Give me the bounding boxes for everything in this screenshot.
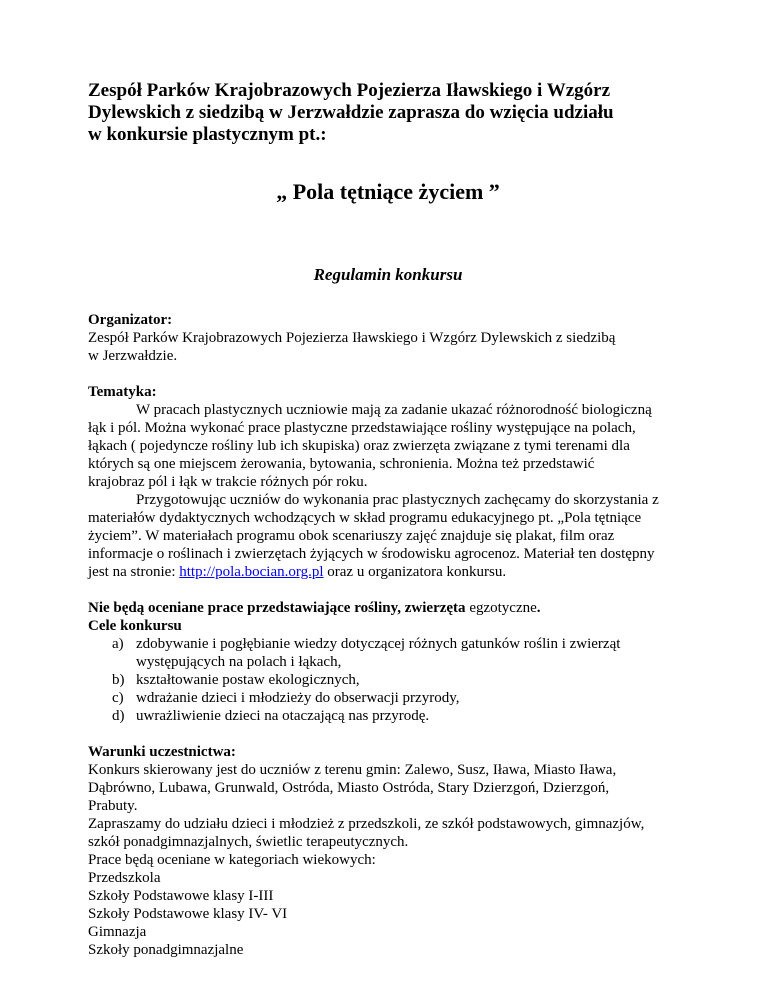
goal-line: zdobywanie i pogłębianie wiedzy dotyczącej różnych gatunków roślin i zwierząt (136, 636, 621, 652)
category-item: Gimnazja (88, 924, 147, 940)
document-page (88, 80, 688, 959)
category-item: Szkoły ponadgimnazjalne (88, 942, 244, 958)
theme-line: W pracach plastycznych uczniowie mają za zadanie ukazać różnorodność biologiczną (136, 402, 652, 418)
theme-link-prefix: jest na stronie: (88, 564, 180, 580)
list-item (88, 707, 688, 725)
organizer-line: w Jerzwałdzie. (88, 348, 178, 364)
organizer-heading: Organizator: (88, 312, 173, 328)
list-marker: d) (112, 708, 125, 724)
category-item: Przedszkola (88, 870, 161, 886)
category-item: Szkoły Podstawowe klasy I-III (88, 888, 274, 904)
theme-line: których są one miejscem żerowania, bytowania, schronienia. Można też przedstawić (88, 456, 595, 472)
list-marker: b) (112, 672, 125, 688)
participation-line: Prabuty. (88, 798, 138, 814)
participation-line: Konkurs skierowany jest do uczniów z terenu gmin: Zalewo, Susz, Iława, Miasto Iława, (88, 762, 617, 778)
exclusion-dot: . (536, 600, 541, 616)
participation-line: szkół ponadgimnazjalnych, świetlic terapeutycznych. (88, 834, 409, 850)
participation-line: Prace będą oceniane w kategoriach wiekowych: (88, 852, 376, 868)
category-item: Szkoły Podstawowe klasy IV- VI (88, 906, 288, 922)
goal-line: występujących na polach i łąkach, (136, 654, 342, 670)
theme-heading: Tematyka: (88, 384, 157, 400)
theme-line-with-link (88, 563, 688, 581)
exclusion-bold: Nie będą oceniane prace przedstawiające rośliny, zwierzęta (88, 600, 470, 616)
participation-line: Zapraszamy do udziału dzieci i młodzież z przedszkoli, ze szkół podstawowych, gimnazjów, (88, 816, 645, 832)
contest-title: „ Pola tętniące życiem ” (276, 179, 500, 204)
intro-line: Zespół Parków Krajobrazowych Pojezierza Iławskiego i Wzgórz (88, 80, 611, 101)
goal-line: wdrażanie dzieci i młodzieży do obserwacji przyrody, (136, 690, 460, 706)
theme-line: Przygotowując uczniów do wykonania prac plastycznych zachęcamy do skorzystania z (136, 492, 659, 508)
goal-line: kształtowanie postaw ekologicznych, (136, 672, 360, 688)
exclusion-normal: egzotyczne (469, 600, 537, 616)
regulations-heading: Regulamin konkursu (313, 265, 463, 284)
list-item (88, 671, 688, 689)
goals-heading: Cele konkursu (88, 618, 182, 634)
organizer-section (88, 311, 688, 365)
goal-line: uwrażliwienie dzieci na otaczającą nas przyrodę. (136, 708, 430, 724)
participation-heading: Warunki uczestnictwa: (88, 744, 236, 760)
theme-line: krajobraz pól i łąk w trakcie różnych pór roku. (88, 474, 368, 490)
intro-heading (88, 80, 688, 146)
organizer-line: Zespół Parków Krajobrazowych Pojezierza Iławskiego i Wzgórz Dylewskich z siedzibą (88, 330, 616, 346)
participation-section (88, 743, 688, 959)
program-website-link[interactable]: http://pola.bocian.org.pl (179, 564, 324, 580)
list-item (88, 689, 688, 707)
theme-line: materiałów dydaktycznych wchodzących w skład programu edukacyjnego pt. „Pola tętniące (88, 510, 642, 526)
theme-section (88, 383, 688, 581)
list-item (88, 635, 688, 671)
theme-link-suffix: oraz u organizatora konkursu. (323, 564, 507, 580)
participation-line: Dąbrówno, Lubawa, Grunwald, Ostróda, Miasto Ostróda, Stary Dzierzgoń, Dzierzgoń, (88, 780, 610, 796)
theme-line: łąkach ( pojedyncze rośliny lub ich skupiska) oraz zwierzęta związane z tymi terenami dla (88, 438, 630, 454)
list-marker: a) (112, 636, 124, 652)
intro-line: w konkursie plastycznym pt.: (88, 124, 327, 145)
theme-line: życiem”. W materiałach programu obok scenariuszy zajęć znajduje się plakat, film oraz (88, 528, 615, 544)
list-marker: c) (112, 690, 124, 706)
intro-line: Dylewskich z siedzibą w Jerzwałdzie zaprasza do wzięcia udziału (88, 102, 614, 123)
exclusion-note (88, 599, 688, 617)
theme-line: informacje o roślinach i zwierzętach żyjących w środowisku agrocenoz. Materiał ten dostępny (88, 546, 655, 562)
goals-list (88, 635, 688, 725)
goals-section (88, 599, 688, 725)
theme-line: łąk i pól. Można wykonać prace plastyczne przedstawiające rośliny występujące na polach, (88, 420, 636, 436)
